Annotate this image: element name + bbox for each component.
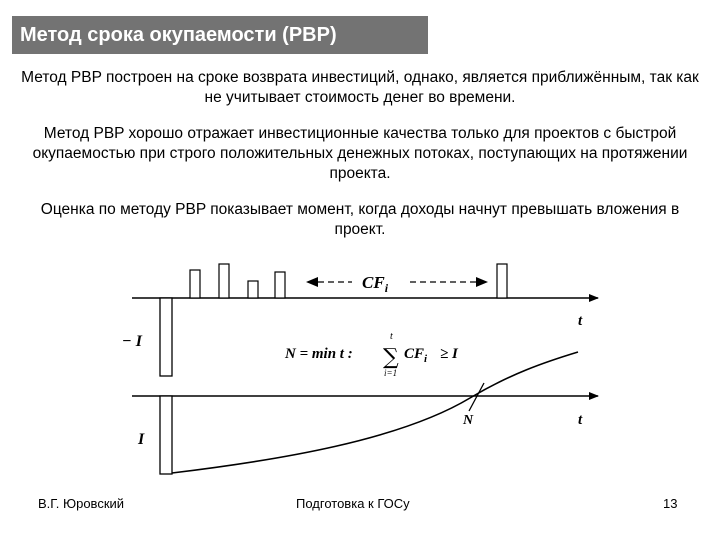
cash-flow-label: $CF_i$ (362, 273, 389, 295)
page-number: 13 (663, 496, 678, 511)
cash-flow-range-arrow (306, 277, 488, 287)
paragraph-2: Метод PBP хорошо отражает инвестиционные качества только для проектов с быстрой окупаемостью при строго положительных денежных потоках, поступающих на протяжении проекта. (32, 125, 688, 182)
payback-formula (284, 331, 459, 378)
paragraph-1: Метод PBP построен на сроке возврата инвестиций, однако, является приближённым, так как не учитывает стоимость денег во времени. (21, 69, 699, 106)
cumulative-investment-bar (160, 396, 172, 474)
cash-flow-bar (248, 281, 258, 298)
formula-sum-upper: t (390, 331, 393, 342)
paragraph-3: Оценка по методу PBP показывает момент, когда доходы начнут превышать вложения в проект. (40, 201, 680, 238)
minus-investment-label: − I (122, 333, 142, 350)
footer-center: Подготовка к ГОСу (296, 496, 410, 511)
footer-author: В.Г. Юровский (38, 496, 125, 511)
formula-term: $CF_i$ (404, 346, 428, 365)
investment-label: I (138, 431, 145, 448)
payback-point-label: N (463, 413, 474, 428)
formula-lhs: N = min t : (285, 346, 353, 362)
slide-title: Метод срока окупаемости (PBP) (12, 16, 428, 54)
formula-sigma: ∑ (383, 345, 399, 370)
formula-sum-lower: i=1 (384, 368, 398, 378)
cash-flow-bar (497, 264, 507, 298)
investment-bar (160, 298, 172, 376)
cash-flow-bar (190, 270, 200, 298)
formula-rhs: ≥ I (440, 346, 458, 362)
cash-flow-bar (219, 264, 229, 298)
cash-flow-bar (275, 272, 285, 298)
cumulative-cash-flow-curve (172, 352, 578, 473)
bottom-axis-t-label: t (578, 412, 583, 428)
top-axis-t-label: t (578, 313, 583, 329)
